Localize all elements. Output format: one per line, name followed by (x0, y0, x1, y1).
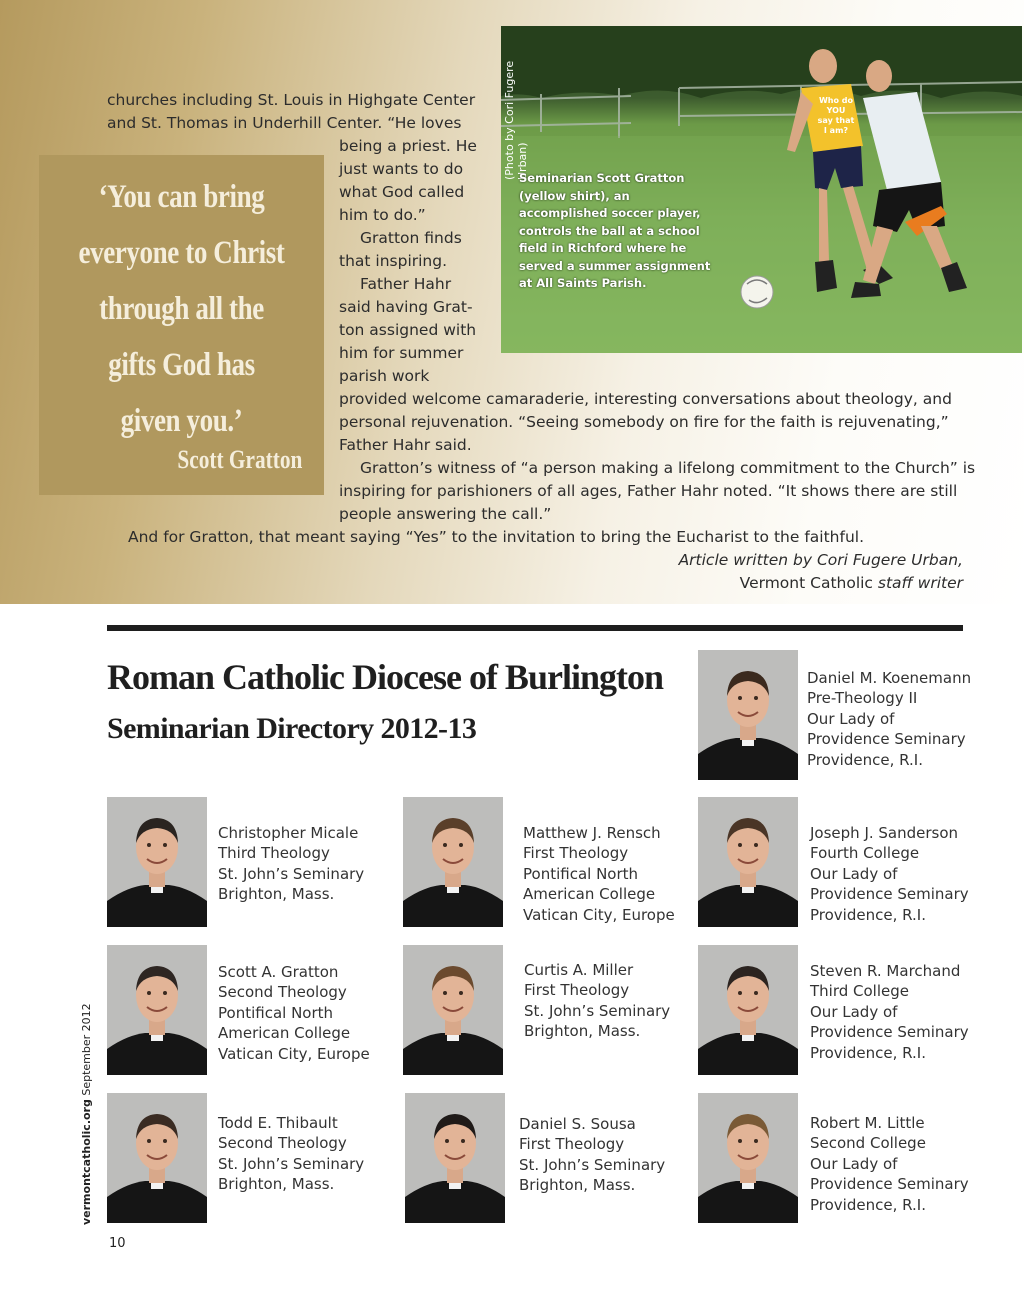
seminarian-school-line: Our Lady of (807, 709, 895, 728)
seminarian-year: Second Theology (218, 1134, 347, 1153)
portrait-illustration (405, 1093, 505, 1223)
seminarian-location: Brighton, Mass. (218, 885, 335, 904)
portrait-illustration (698, 1093, 798, 1223)
pull-quote-box (39, 155, 324, 495)
seminarian-name: Daniel M. Koenemann (807, 669, 972, 687)
footer-site-issue (80, 1003, 100, 1225)
article-line: and St. Thomas in Underhill Center. “He loves (107, 114, 462, 132)
article-line: people answering the call.” (339, 505, 552, 523)
portrait-illustration (698, 797, 798, 927)
seminarian-entry (810, 823, 969, 925)
seminarian-year: First Theology (523, 844, 629, 863)
seminarian-location: Providence, R.I. (807, 750, 923, 769)
seminarian-year: First Theology (524, 981, 630, 1000)
portrait-illustration (698, 945, 798, 1075)
seminarian-name: Curtis A. Miller (524, 961, 634, 979)
seminarian-portrait (107, 797, 207, 927)
pull-quote-line: everyone to Christ (78, 235, 285, 271)
portrait-illustration (403, 945, 503, 1075)
byline-role: staff writer (877, 574, 963, 592)
seminarian-location: Providence, R.I. (810, 905, 926, 924)
portrait-illustration (107, 1093, 207, 1223)
seminarian-school-line: St. John’s Seminary (218, 864, 365, 883)
seminarian-entry (218, 1113, 364, 1195)
portrait-illustration (107, 797, 207, 927)
article-line: Father Hahr (360, 275, 452, 293)
page-number: 10 (109, 1236, 126, 1251)
seminarian-portrait (698, 945, 798, 1075)
seminarian-entry (519, 1114, 665, 1196)
seminarian-location: Brighton, Mass. (218, 1175, 335, 1194)
seminarian-name: Scott A. Gratton (218, 963, 339, 981)
article-line: what God called (339, 183, 465, 201)
shirt-slogan-line: YOU (826, 106, 846, 115)
byline-publication: Vermont Catholic (739, 574, 878, 592)
article-line: that inspiring. (339, 252, 448, 270)
seminarian-name: Christopher Micale (218, 824, 359, 842)
photo-caption: Seminarian Scott Gratton (yellow shirt), an accomplished soccer player, controls the ball at a school field in Richford where he served a summer assignment at All Saints Parish. (519, 171, 711, 290)
footer-issue: September 2012 (80, 1003, 93, 1100)
seminarian-portrait (405, 1093, 505, 1223)
shirt-slogan (811, 96, 861, 136)
seminarian-location: Brighton, Mass. (519, 1176, 636, 1195)
section-divider (107, 625, 963, 631)
seminarian-school-line: Our Lady of (810, 1002, 898, 1021)
seminarian-school-line: Pontifical North (523, 864, 639, 883)
shirt-slogan-line: I am? (823, 126, 849, 135)
article-line: him for summer (339, 344, 464, 362)
seminarian-year: Pre-Theology II (807, 689, 918, 708)
article-byline-source (740, 572, 963, 595)
article-line: churches including St. Louis in Highgate Center (107, 91, 476, 109)
pull-quote-line: ‘You can bring (98, 179, 265, 215)
article-byline: Article written by Cori Fugere Urban, (678, 551, 963, 569)
shirt-slogan-line: say that (817, 116, 855, 125)
seminarian-location: Providence, R.I. (810, 1043, 926, 1062)
article-line: Gratton finds (360, 229, 462, 247)
article-line: said having Grat- (339, 298, 473, 316)
seminarian-location: Vatican City, Europe (218, 1044, 370, 1063)
seminarian-location: Vatican City, Europe (523, 905, 675, 924)
seminarian-location: Providence, R.I. (810, 1195, 926, 1214)
article-line: parish work (339, 367, 430, 385)
seminarian-name: Robert M. Little (810, 1114, 925, 1132)
seminarian-name: Todd E. Thibault (218, 1114, 338, 1132)
pull-quote-text (65, 169, 299, 449)
seminarian-school-line: Providence Seminary (807, 730, 966, 749)
seminarian-school-line: Pontifical North (218, 1003, 334, 1022)
seminarian-portrait (107, 1093, 207, 1223)
seminarian-year: First Theology (519, 1135, 625, 1154)
seminarian-year: Fourth College (810, 844, 920, 863)
seminarian-name: Daniel S. Sousa (519, 1115, 636, 1133)
seminarian-name: Steven R. Marchand (810, 962, 961, 980)
seminarian-entry (524, 960, 670, 1042)
article-line: And for Gratton, that meant saying “Yes” to the invitation to bring the Eucharist to the faithful. (128, 528, 865, 546)
pull-quote-author: Scott Gratton (177, 445, 302, 474)
portrait-illustration (107, 945, 207, 1075)
seminarian-school-line: Providence Seminary (810, 1175, 969, 1194)
pull-quote-line: through all the (99, 291, 264, 327)
article-line: personal rejuvenation. “Seeing somebody on fire for the faith is rejuvenating,” (339, 413, 949, 431)
seminarian-year: Second College (810, 1134, 926, 1153)
seminarian-portrait (403, 945, 503, 1075)
article-line: Father Hahr said. (339, 436, 472, 454)
shirt-slogan-line: Who do (818, 96, 854, 105)
seminarian-name: Matthew J. Rensch (523, 824, 661, 842)
seminarian-portrait (698, 1093, 798, 1223)
pull-quote-line: given you.’ (120, 403, 243, 439)
article-line: inspiring for parishioners of all ages, Father Hahr noted. “It shows there are still (339, 482, 958, 500)
photo-credit: (Photo by Cori Fugere Urban) (503, 60, 529, 180)
seminarian-year: Third Theology (218, 844, 330, 863)
seminarian-school-line: Providence Seminary (810, 1023, 969, 1042)
portrait-illustration (698, 650, 798, 780)
seminarian-entry (807, 668, 971, 770)
seminarian-entry (810, 1113, 969, 1215)
seminarian-school-line: Our Lady of (810, 864, 898, 883)
seminarian-school-line: Our Lady of (810, 1154, 898, 1173)
seminarian-school-line: St. John’s Seminary (519, 1155, 666, 1174)
seminarian-location: Brighton, Mass. (524, 1022, 641, 1041)
directory-subtitle: Seminarian Directory 2012-13 (107, 712, 477, 745)
pull-quote-line: gifts God has (108, 347, 255, 383)
article-line: him to do.” (339, 206, 426, 224)
seminarian-portrait (403, 797, 503, 927)
seminarian-portrait (698, 650, 798, 780)
seminarian-school-line: St. John’s Seminary (218, 1154, 365, 1173)
seminarian-year: Second Theology (218, 983, 347, 1002)
seminarian-entry (218, 962, 370, 1064)
seminarian-name: Joseph J. Sanderson (810, 824, 959, 842)
seminarian-entry (810, 961, 969, 1063)
directory-title: Roman Catholic Diocese of Burlington (107, 657, 663, 697)
article-line: being a priest. He (339, 137, 477, 155)
seminarian-year: Third College (810, 982, 909, 1001)
seminarian-portrait (698, 797, 798, 927)
seminarian-school-line: American College (218, 1024, 351, 1043)
footer-site: vermontcatholic.org (80, 1099, 93, 1225)
seminarian-entry (218, 823, 364, 905)
seminarian-school-line: American College (523, 885, 656, 904)
article-line: just wants to do (339, 160, 464, 178)
article-line: provided welcome camaraderie, interesting conversations about theology, and (339, 390, 952, 408)
article-line: ton assigned with (339, 321, 477, 339)
seminarian-school-line: Providence Seminary (810, 885, 969, 904)
portrait-illustration (403, 797, 503, 927)
article-line: Gratton’s witness of “a person making a lifelong commitment to the Church” is (360, 459, 976, 477)
seminarian-portrait (107, 945, 207, 1075)
seminarian-entry (523, 823, 675, 925)
seminarian-school-line: St. John’s Seminary (524, 1001, 671, 1020)
